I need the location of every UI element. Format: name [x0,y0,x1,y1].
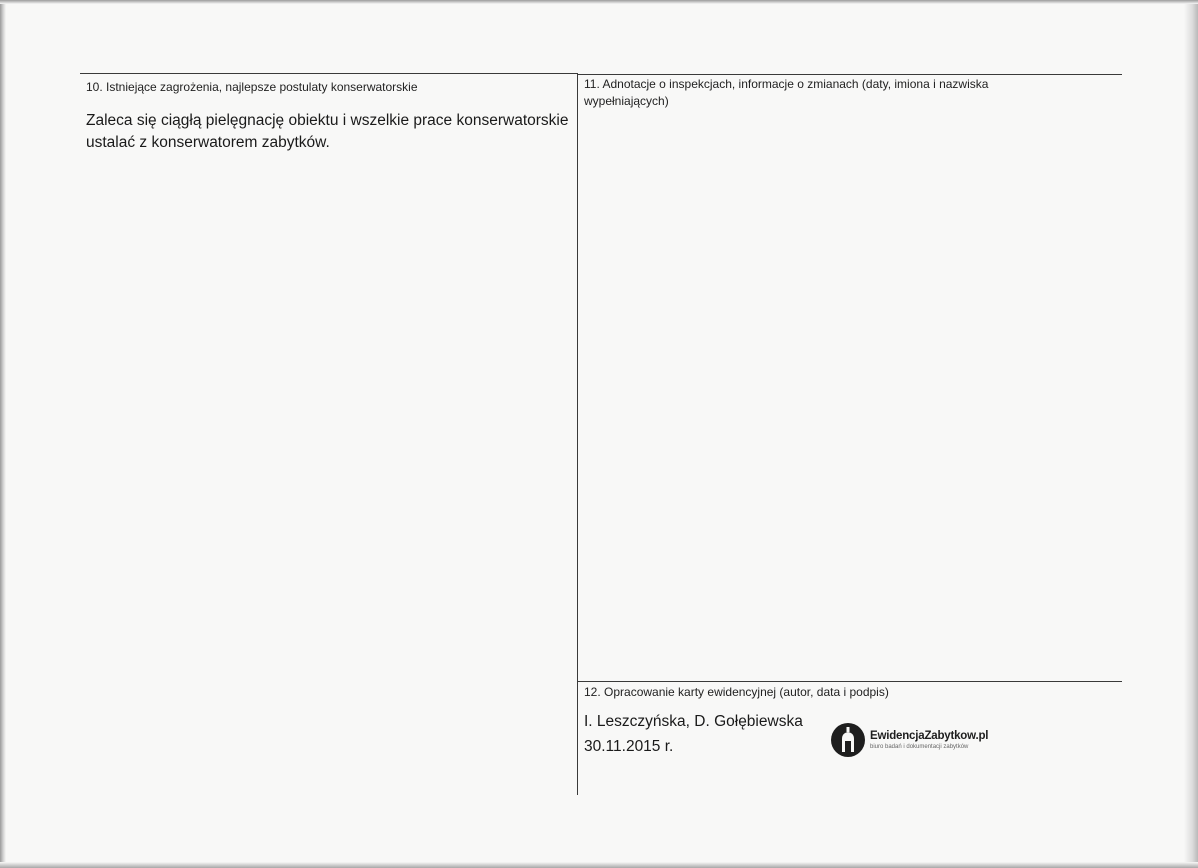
section-11-label-line-1: 11. Adnotacje o inspekcjach, informacje o zmianach (daty, imiona i nazwiska [584,77,989,91]
section-10-label: 10. Istniejące zagrożenia, najlepsze postulaty konserwatorskie [86,80,418,94]
page-edge-right [1184,0,1198,868]
section-11-top-rule [578,74,1122,75]
logo-name: EwidencjaZabytkow.pl [870,730,989,742]
page-edge-bottom [0,862,1198,868]
section-12-label: 12. Opracowanie karty ewidencyjnej (autor, data i podpis) [584,685,889,699]
section-11-label-line-2: wypełniających) [584,94,669,108]
column-divider [577,73,578,795]
section-10-value-line-1: Zaleca się ciągłą pielęgnację obiektu i wszelkie prace konserwatorskie [86,112,569,129]
section-12-date: 30.11.2015 r. [584,738,674,755]
section-12-authors: I. Leszczyńska, D. Gołębiewska [584,713,803,730]
logo-tagline: biuro badań i dokumentacji zabytków [870,744,969,750]
page-edge-left [0,0,6,868]
monument-logo-icon [830,722,866,758]
page-edge-top [0,0,1198,4]
section-12-top-rule [578,681,1122,682]
ewidencja-zabytkow-logo [830,722,1000,762]
section-10-top-rule [80,73,577,74]
section-10-value-line-2: ustalać z konserwatorem zabytków. [86,134,330,151]
